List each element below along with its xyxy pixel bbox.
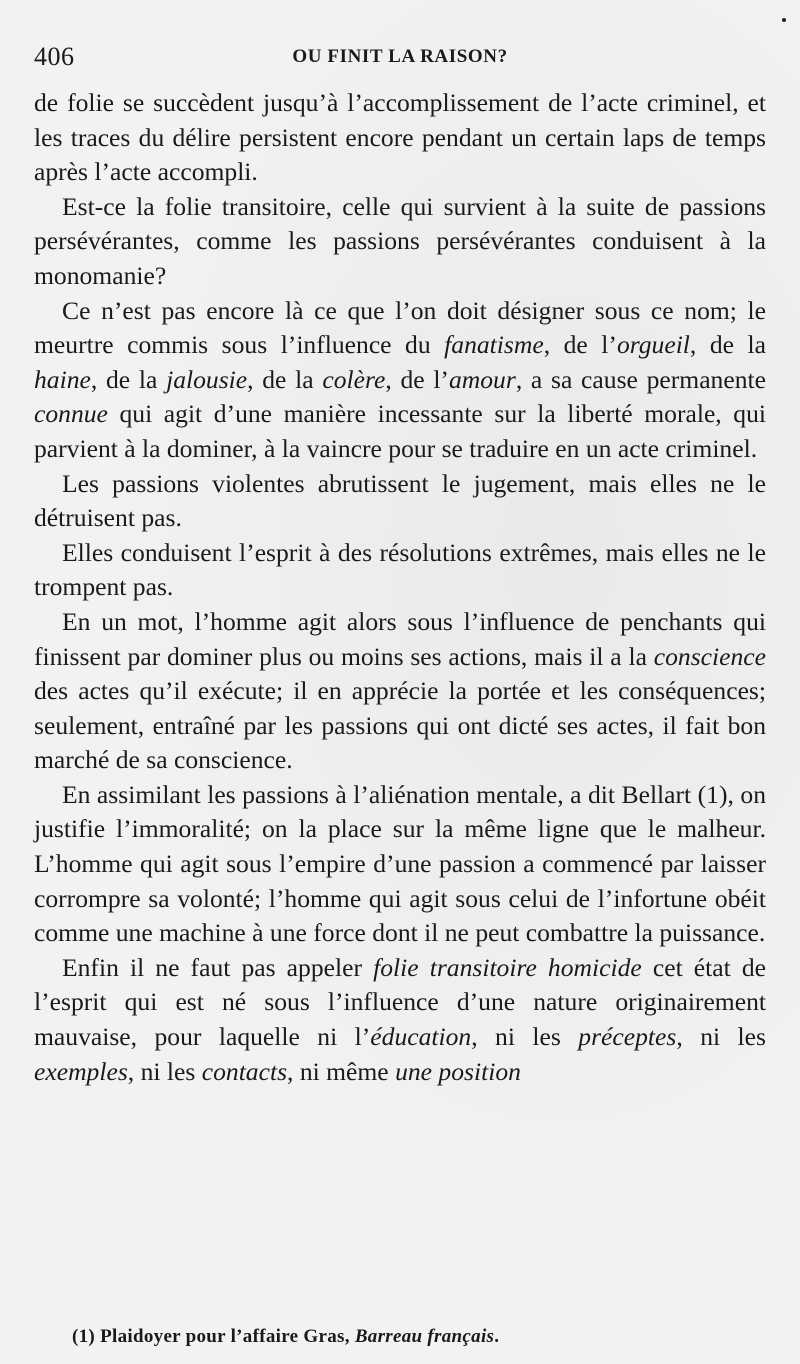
italic-run: jalousie (166, 364, 248, 394)
italic-run: colère (322, 364, 386, 394)
footnote-source: Barreau français (354, 1326, 495, 1347)
italic-run: contacts (201, 1056, 288, 1086)
text-run: , de l’ (385, 364, 449, 394)
running-title (34, 46, 766, 68)
text-run: Les passions violentes abrutissent le jugement, mais elles ne le détruisent pas. (34, 468, 766, 533)
paragraph (34, 951, 766, 1089)
text-run: , a sa cause permanente (515, 364, 766, 394)
text-run: , ni les (676, 1022, 766, 1052)
italic-run: fanatisme (444, 330, 544, 360)
footnote-end: . (494, 1326, 500, 1347)
italic-run: exemples (34, 1056, 128, 1086)
running-head (34, 36, 766, 84)
paragraph (34, 605, 766, 778)
page-number: 406 (34, 42, 75, 71)
text-run: En assimilant les passions à l’aliénation mentale, a dit Bellart (1), on justifie l’immoralité; on la place sur la même ligne que le malheur. L’homme qui agit sous l’empire d’une passion a commencé par laisser corrompre sa volonté; l’homme qui agit sous celui de l’infortune obéit comme une machine à une force dont il ne peut combattre la puissance. (34, 779, 766, 948)
text-run: Ce n’est pas encore là ce que l’on doit désigner sous ce nom; le meurtre commis sous l’influence du (34, 295, 766, 360)
footnote-text: Plaidoyer pour l’affaire Gras, (95, 1326, 355, 1347)
italic-run: éducation (370, 1022, 472, 1052)
text-run: Elles conduisent l’esprit à des résolutions extrêmes, mais elles ne le trompent pas. (34, 537, 766, 602)
text-run: , de l’ (543, 330, 617, 360)
running-title-text: OU FINIT LA RAISON? (292, 46, 508, 67)
italic-run: amour (448, 364, 516, 394)
text-run: , de la (689, 330, 766, 360)
italic-run: connue (34, 399, 108, 429)
paragraph (34, 294, 766, 467)
paragraph (34, 467, 766, 536)
paragraph (34, 86, 766, 190)
italic-run: conscience (653, 641, 766, 671)
paragraph (34, 190, 766, 294)
italic-run: une position (395, 1056, 521, 1086)
text-run: , de la (247, 364, 323, 394)
italic-run: préceptes (578, 1022, 677, 1052)
paragraph (34, 536, 766, 605)
text-run: des actes qu’il exécute; il en apprécie la portée et les conséquences; seulement, entraîné par les passions qui ont dicté ses actes, il fait bon marché de sa conscience. (34, 676, 766, 775)
text-run: , ni les (127, 1056, 202, 1086)
text-run: En un mot, l’homme agit alors sous l’influence de penchants qui finissent par dominer plus ou moins ses actions, mais il a la (34, 606, 766, 671)
text-run: , ni même (287, 1056, 396, 1086)
text-run: de folie se succèdent jusqu’à l’accomplissement de l’acte criminel, et les traces du délire persistent encore pendant un certain laps de temps après l’acte accompli. (34, 88, 766, 187)
text-run: qui agit d’une manière incessante sur la liberté morale, qui parvient à la dominer, à la vaincre pour se traduire en un acte criminel. (34, 399, 766, 463)
body-text (34, 86, 766, 1089)
text-run: Est-ce la folie transitoire, celle qui survient à la suite de passions persévérantes, comme les passions persévérantes conduisent à la monomanie? (34, 191, 766, 290)
text-run: cet état de l’esprit qui est né sous l’influence d’une nature originairement mauvaise, pour laquelle ni l’ (34, 952, 767, 1052)
ink-speck (782, 18, 786, 22)
italic-run: folie transitoire homicide (373, 952, 642, 982)
italic-run: orgueil (616, 330, 690, 360)
italic-run: haine (34, 364, 91, 394)
footnote-marker: (1) (72, 1326, 96, 1347)
text-run: , de la (90, 364, 167, 394)
text-run: Enfin il ne faut pas appeler (62, 952, 374, 982)
text-run: , ni les (471, 1022, 579, 1052)
paragraph (34, 778, 766, 951)
footnote (72, 1326, 766, 1348)
